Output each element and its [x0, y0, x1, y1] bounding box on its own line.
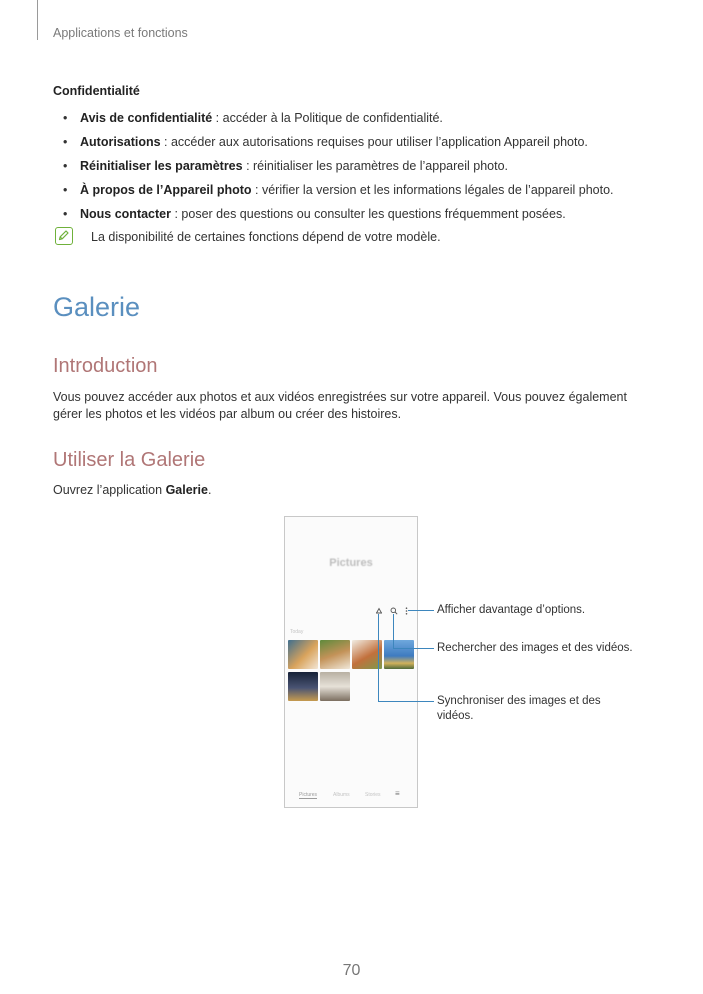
phone-title: Pictures — [329, 557, 373, 569]
gallery-phone-screenshot — [284, 516, 418, 808]
note — [53, 227, 673, 249]
search-icon[interactable] — [390, 607, 398, 617]
list-item — [53, 158, 673, 182]
note-pencil-icon — [55, 227, 73, 245]
nav-tab-pictures[interactable]: Pictures — [299, 792, 318, 798]
open-prefix: Ouvrez l’application — [53, 483, 166, 497]
item-desc: : réinitialiser les paramètres de l’appareil photo. — [242, 159, 509, 173]
bullet-icon: • — [63, 111, 68, 125]
nav-tab-stories[interactable]: Stories — [365, 792, 381, 798]
item-desc: : poser des questions ou consulter les questions fréquemment posées. — [171, 207, 566, 221]
item-term: À propos de l’Appareil photo — [80, 183, 252, 197]
callout-line-more — [408, 610, 434, 611]
menu-icon[interactable]: ≡ — [395, 789, 400, 798]
page-title: Galerie — [53, 292, 141, 322]
callout-search: Rechercher des images et des vidéos. — [437, 642, 633, 654]
bullet-icon: • — [63, 207, 68, 221]
cloud-sync-icon[interactable] — [375, 607, 383, 616]
introduction-heading: Introduction — [53, 355, 158, 377]
open-app-instruction — [53, 483, 211, 497]
open-suffix: . — [207, 483, 212, 497]
item-term: Avis de confidentialité — [80, 111, 213, 125]
phone-section-label: Today — [290, 629, 304, 635]
bullet-icon: • — [63, 159, 68, 173]
privacy-title: Confidentialité — [53, 84, 140, 98]
introduction-text: Vous pouvez accéder aux photos et aux vidéos enregistrées sur votre appareil. Vous pouvez également gérer les photos et les vidéos par album ou créer des histoires. — [53, 390, 627, 421]
item-desc: : accéder aux autorisations requises pour utiliser l’application Appareil photo. — [160, 135, 588, 149]
chapter-header: Applications et fonctions — [53, 26, 188, 40]
bullet-icon: • — [63, 135, 68, 149]
callout-sync: Synchroniser des images et des vidéos. — [437, 695, 601, 722]
privacy-list — [53, 110, 673, 230]
photo-thumbnail-landscape[interactable] — [384, 640, 414, 669]
item-term: Autorisations — [80, 135, 161, 149]
callout-line-search-vertical — [393, 614, 394, 649]
page-number: 70 — [342, 962, 361, 979]
item-term: Nous contacter — [80, 207, 171, 221]
photo-thumbnail-city[interactable] — [288, 672, 318, 701]
bullet-icon: • — [63, 183, 68, 197]
more-options-icon[interactable] — [405, 607, 408, 617]
nav-tab-albums[interactable]: Albums — [333, 792, 350, 798]
note-text: La disponibilité de certaines fonctions dépend de votre modèle. — [91, 230, 441, 244]
list-item — [53, 110, 673, 134]
list-item — [53, 182, 673, 206]
photo-thumbnail-dog[interactable] — [320, 640, 350, 669]
callout-more-options: Afficher davantage d’options. — [437, 604, 586, 616]
item-desc: : vérifier la version et les informations légales de l’appareil photo. — [251, 183, 614, 197]
header-rule — [37, 0, 38, 40]
callout-line-sync-vertical — [378, 614, 379, 702]
photo-thumbnail-street[interactable] — [320, 672, 350, 701]
callout-line-sync — [378, 701, 434, 702]
item-term: Réinitialiser les paramètres — [80, 159, 243, 173]
use-gallery-heading: Utiliser la Galerie — [53, 449, 206, 471]
item-desc: : accéder à la Politique de confidentialité. — [212, 111, 443, 125]
photo-thumbnail-dog[interactable] — [288, 640, 318, 669]
list-item — [53, 134, 673, 158]
app-name: Galerie — [165, 483, 208, 497]
callout-line-search — [393, 648, 434, 649]
